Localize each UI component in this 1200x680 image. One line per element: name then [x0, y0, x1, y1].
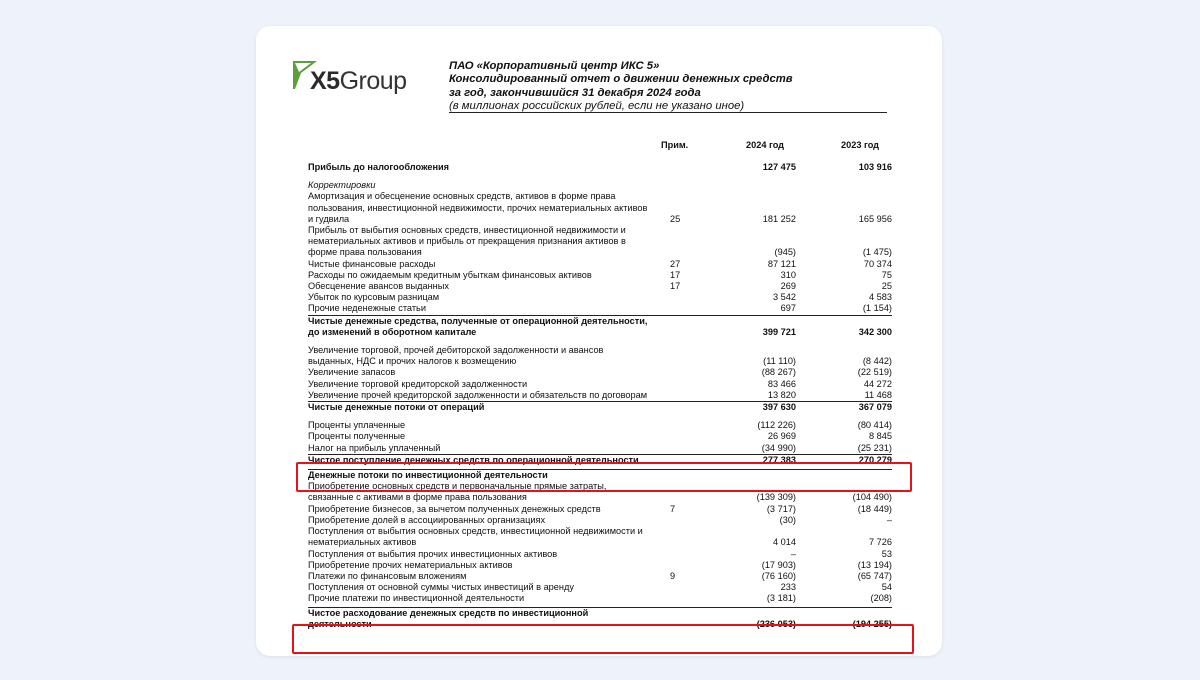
table-row: Увеличение прочей кредиторской задолженности и обязательств по договорам 13 820 11 468	[308, 389, 892, 400]
report-period: за год, закончившийся 31 декабря 2024 года	[449, 86, 701, 99]
table-row: Увеличение торговой, прочей дебиторской задолженности и авансов выданных, НДС и прочих налогов к возмещению (11 110) (8 442)	[308, 345, 892, 367]
table-row: Прочие неденежные статьи 697 (1 154)	[308, 303, 892, 314]
table-row: Поступления от выбытия прочих инвестиционных активов – 53	[308, 548, 892, 559]
report-header	[449, 60, 793, 114]
table-row: Проценты уплаченные (112 226) (80 414)	[308, 420, 892, 431]
logo-text-regular: Group	[339, 67, 407, 95]
table-row: Приобретение долей в ассоциированных организациях (30) –	[308, 514, 892, 525]
section-heading-investing: Денежные потоки по инвестиционной деятельности	[308, 469, 892, 481]
logo-text-bold: X5	[310, 67, 340, 95]
report-title: Консолидированный отчет о движении денежных средств	[449, 73, 793, 86]
report-units: (в миллионах российских рублей, если не указано иное)	[449, 100, 745, 113]
table-row: Поступления от основной суммы чистых инвестиций в аренду 233 54	[308, 582, 892, 593]
table-row: Увеличение торговой кредиторской задолженности 83 466 44 272	[308, 378, 892, 389]
column-header-2023: 2023 год	[841, 140, 880, 150]
table-row: Прибыль от выбытия основных средств, инвестиционной недвижимости и нематериальных активов и прибыль от прекращения признания активов в форме права пользования (945) (1 475)	[308, 225, 892, 258]
table-row: Увеличение запасов (88 267) (22 519)	[308, 367, 892, 378]
table-row: Приобретение бизнесов, за вычетом полученных денежных средств 7 (3 717) (18 449)	[308, 503, 892, 514]
table-row: Налог на прибыль уплаченный (34 990) (25 231)	[308, 442, 892, 453]
table-row: Прочие платежи по инвестиционной деятельности (3 181) (208)	[308, 593, 892, 604]
header-divider	[449, 112, 887, 113]
table-row: Платежи по финансовым вложениям 9 (76 160) (65 747)	[308, 570, 892, 581]
cash-flow-table	[308, 158, 892, 630]
table-row: Приобретение прочих нематериальных активов (17 903) (13 194)	[308, 559, 892, 570]
document-page	[256, 26, 942, 656]
total-row-operating: Чистое поступление денежных средств по операционной деятельности 277 383 270 279	[308, 454, 892, 465]
subtotal-row: Чистые денежные средства, полученные от операционной деятельности, до изменений в оборотном капитале 399 721 342 300	[308, 315, 892, 337]
table-row: Проценты полученные 26 969 8 845	[308, 431, 892, 442]
table-row: Расходы по ожидаемым кредитным убыткам финансовых активов 17 310 75	[308, 269, 892, 280]
total-row-investing: Чистое расходование денежных средств по инвестиционной деятельности (236 053) (194 255)	[308, 607, 892, 629]
column-header-2024: 2024 год	[746, 140, 785, 150]
table-row: Амортизация и обесценение основных средств, активов в форме права пользования, инвестиционной недвижимости, прочих нематериальных активов и гудвила 25 181 252 165 956	[308, 191, 892, 224]
table-row: Чистые финансовые расходы 27 87 121 70 374	[308, 258, 892, 269]
table-row: Корректировки	[308, 180, 376, 191]
company-name: ПАО «Корпоративный центр ИКС 5»	[449, 60, 660, 72]
highlight-box-operating	[296, 462, 912, 492]
highlight-box-investing	[292, 624, 914, 654]
subtotal-row: Чистые денежные потоки от операций 397 630 367 079	[308, 402, 892, 413]
table-row: Приобретение основных средств и первоначальные прямые затраты, связанные с активами в форме права пользования (139 309) (104 490)	[308, 481, 892, 503]
table-row: Убыток по курсовым разницам 3 542 4 583	[308, 292, 892, 303]
column-header-note: Прим.	[661, 140, 689, 150]
table-row: Поступления от выбытия основных средств, инвестиционной недвижимости и нематериальных активов 4 014 7 726	[308, 526, 892, 548]
table-row: Обесценение авансов выданных 17 269 25	[308, 281, 892, 292]
x5-group-logo	[291, 59, 416, 101]
table-row: Прибыль до налогообложения 127 475 103 916	[308, 162, 892, 172]
